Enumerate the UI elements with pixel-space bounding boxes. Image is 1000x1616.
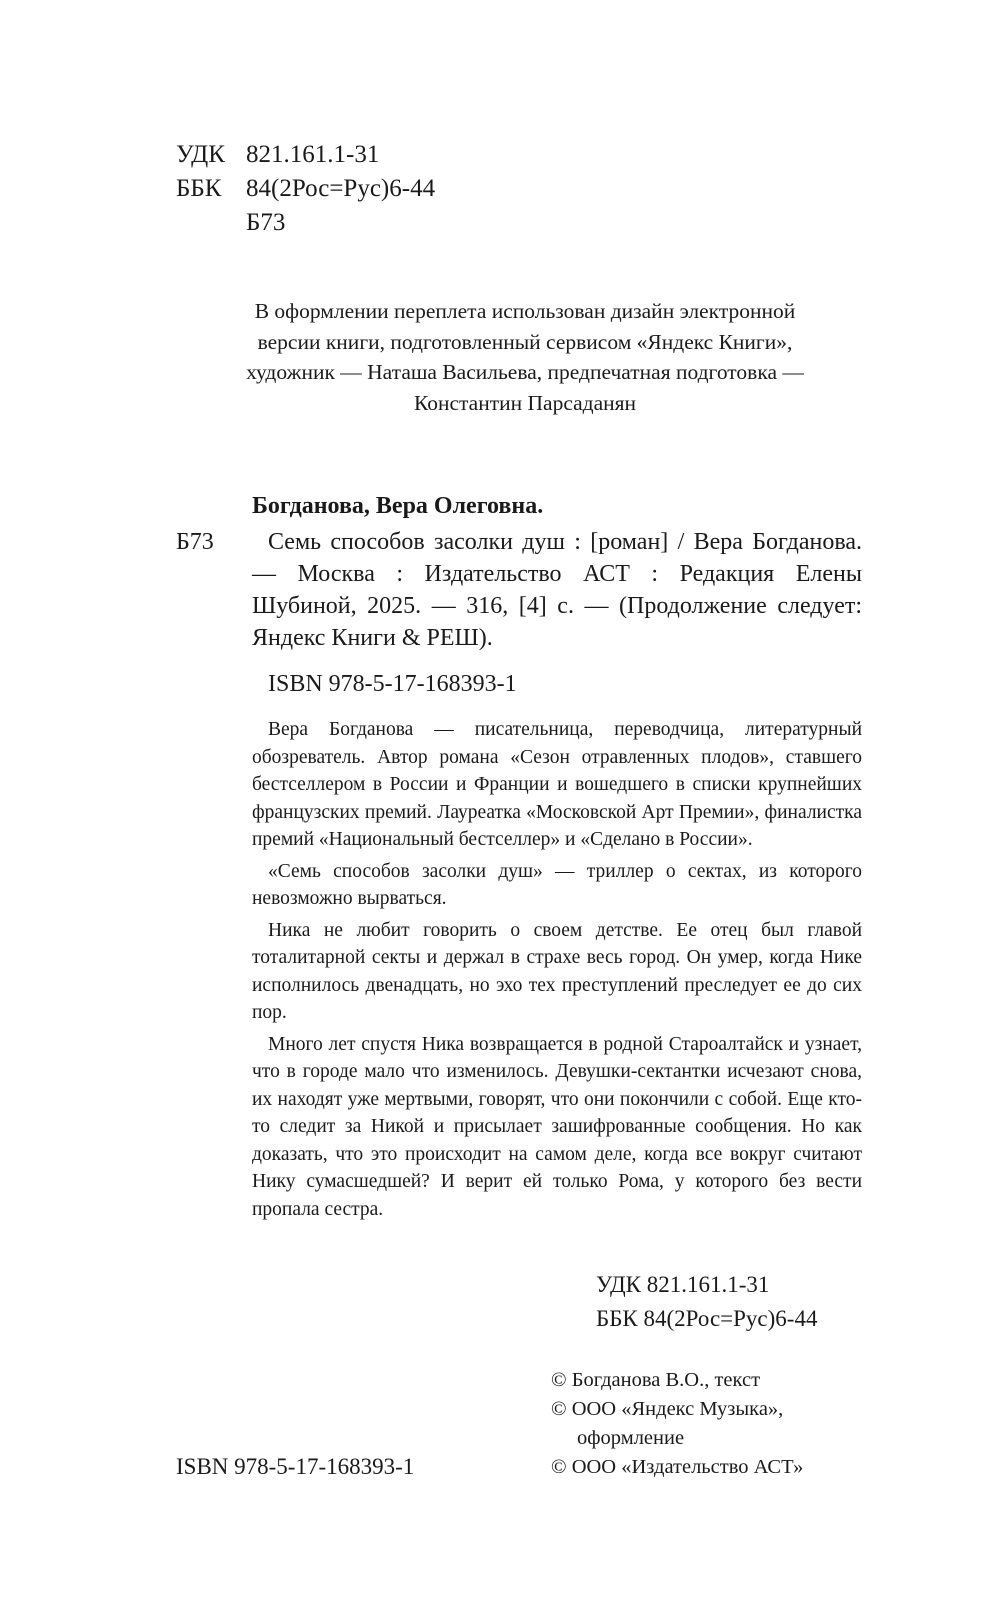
- bibliographic-entry: [176, 490, 876, 700]
- copyright-line: © Богданова В.О., текст: [551, 1369, 761, 1391]
- design-note-line: версии книги, подготовленный сервисом «Яндекс Книги»,: [257, 329, 793, 354]
- copyright-line: © ООО «Издательство АСТ»: [551, 1456, 804, 1478]
- isbn-bottom: ISBN 978-5-17-168393-1: [176, 1454, 415, 1479]
- design-note: [150, 296, 900, 418]
- bbk-bottom: ББК 84(2Рос=Рус)6-44: [596, 1306, 818, 1331]
- copyright-line: оформление: [577, 1427, 685, 1449]
- isbn-entry: ISBN 978-5-17-168393-1: [268, 671, 517, 697]
- annotation-paragraph: Вера Богданова — писательница, переводчица, литературный обозреватель. Автор романа «Сезон отравленных плодов», ставшего бестселлером в России и Франции и вошедшего в списки крупнейших французских премий. Лауреатка «Московской Арт Премии», финалистка премий «Национальный бестселлер» и «Сделано в России».: [252, 719, 862, 850]
- bottom-codes: [596, 1268, 817, 1336]
- design-note-line: художник — Наташа Васильева, предпечатная подготовка —: [246, 360, 804, 384]
- bbk-value: 84(2Рос=Рус)6-44: [246, 175, 436, 202]
- annotation-paragraph: «Семь способов засолки душ» — триллер о сектах, из которого невозможно вырваться.: [252, 860, 862, 909]
- copyright-block: [551, 1366, 803, 1482]
- annotation-paragraph: Ника не любит говорить о своем детстве. Ее отец был главой тоталитарной секты и держал в страхе весь город. Он умер, когда Нике исполнилось двенадцать, но эхо тех преступлений преследует ее до сих пор.: [252, 919, 862, 1023]
- design-note-line: В оформлении переплета использован дизайн электронной: [254, 299, 796, 323]
- udk-row: [176, 138, 435, 172]
- design-note-line: Константин Парсаданян: [413, 390, 637, 415]
- annotation-paragraph: Много лет спустя Ника возвращается в родной Староалтайск и узнает, что в городе мало что изменилось. Девушки-сектантки исчезают снова, их находят уже мертвыми, говорят, что они покончили с собой. Еще кто-то следит за Никой и присылает зашифрованные сообщения. Но как доказать, что это происходит на самом деле, когда все вокруг считают Нику сумасшедшей? И верит ей только Рома, у которого без вести пропала сестра.: [252, 1033, 862, 1220]
- classification-codes: [176, 138, 435, 240]
- author-mark: Б73: [246, 209, 286, 236]
- bib-description: Семь способов засолки душ : [роман] / Вера Богданова. — Москва : Издательство АСТ : Редакция Елены Шубиной, 2025. — 316, [4] с. — (Продолжение следует: Яндекс Книги & РЕШ).: [252, 529, 862, 651]
- bib-row: [176, 526, 876, 654]
- udk-label: УДК: [176, 141, 225, 168]
- author-heading: Богданова, Вера Олеговна.: [252, 493, 544, 519]
- author-mark-entry: Б73: [176, 529, 214, 555]
- copyright-line: © ООО «Яндекс Музыка»,: [551, 1398, 784, 1420]
- bbk-label: ББК: [176, 175, 222, 202]
- udk-value: 821.161.1-31: [246, 141, 380, 168]
- bbk-row: [176, 172, 435, 206]
- udk-bottom: УДК 821.161.1-31: [596, 1272, 770, 1297]
- annotation: [252, 716, 862, 1227]
